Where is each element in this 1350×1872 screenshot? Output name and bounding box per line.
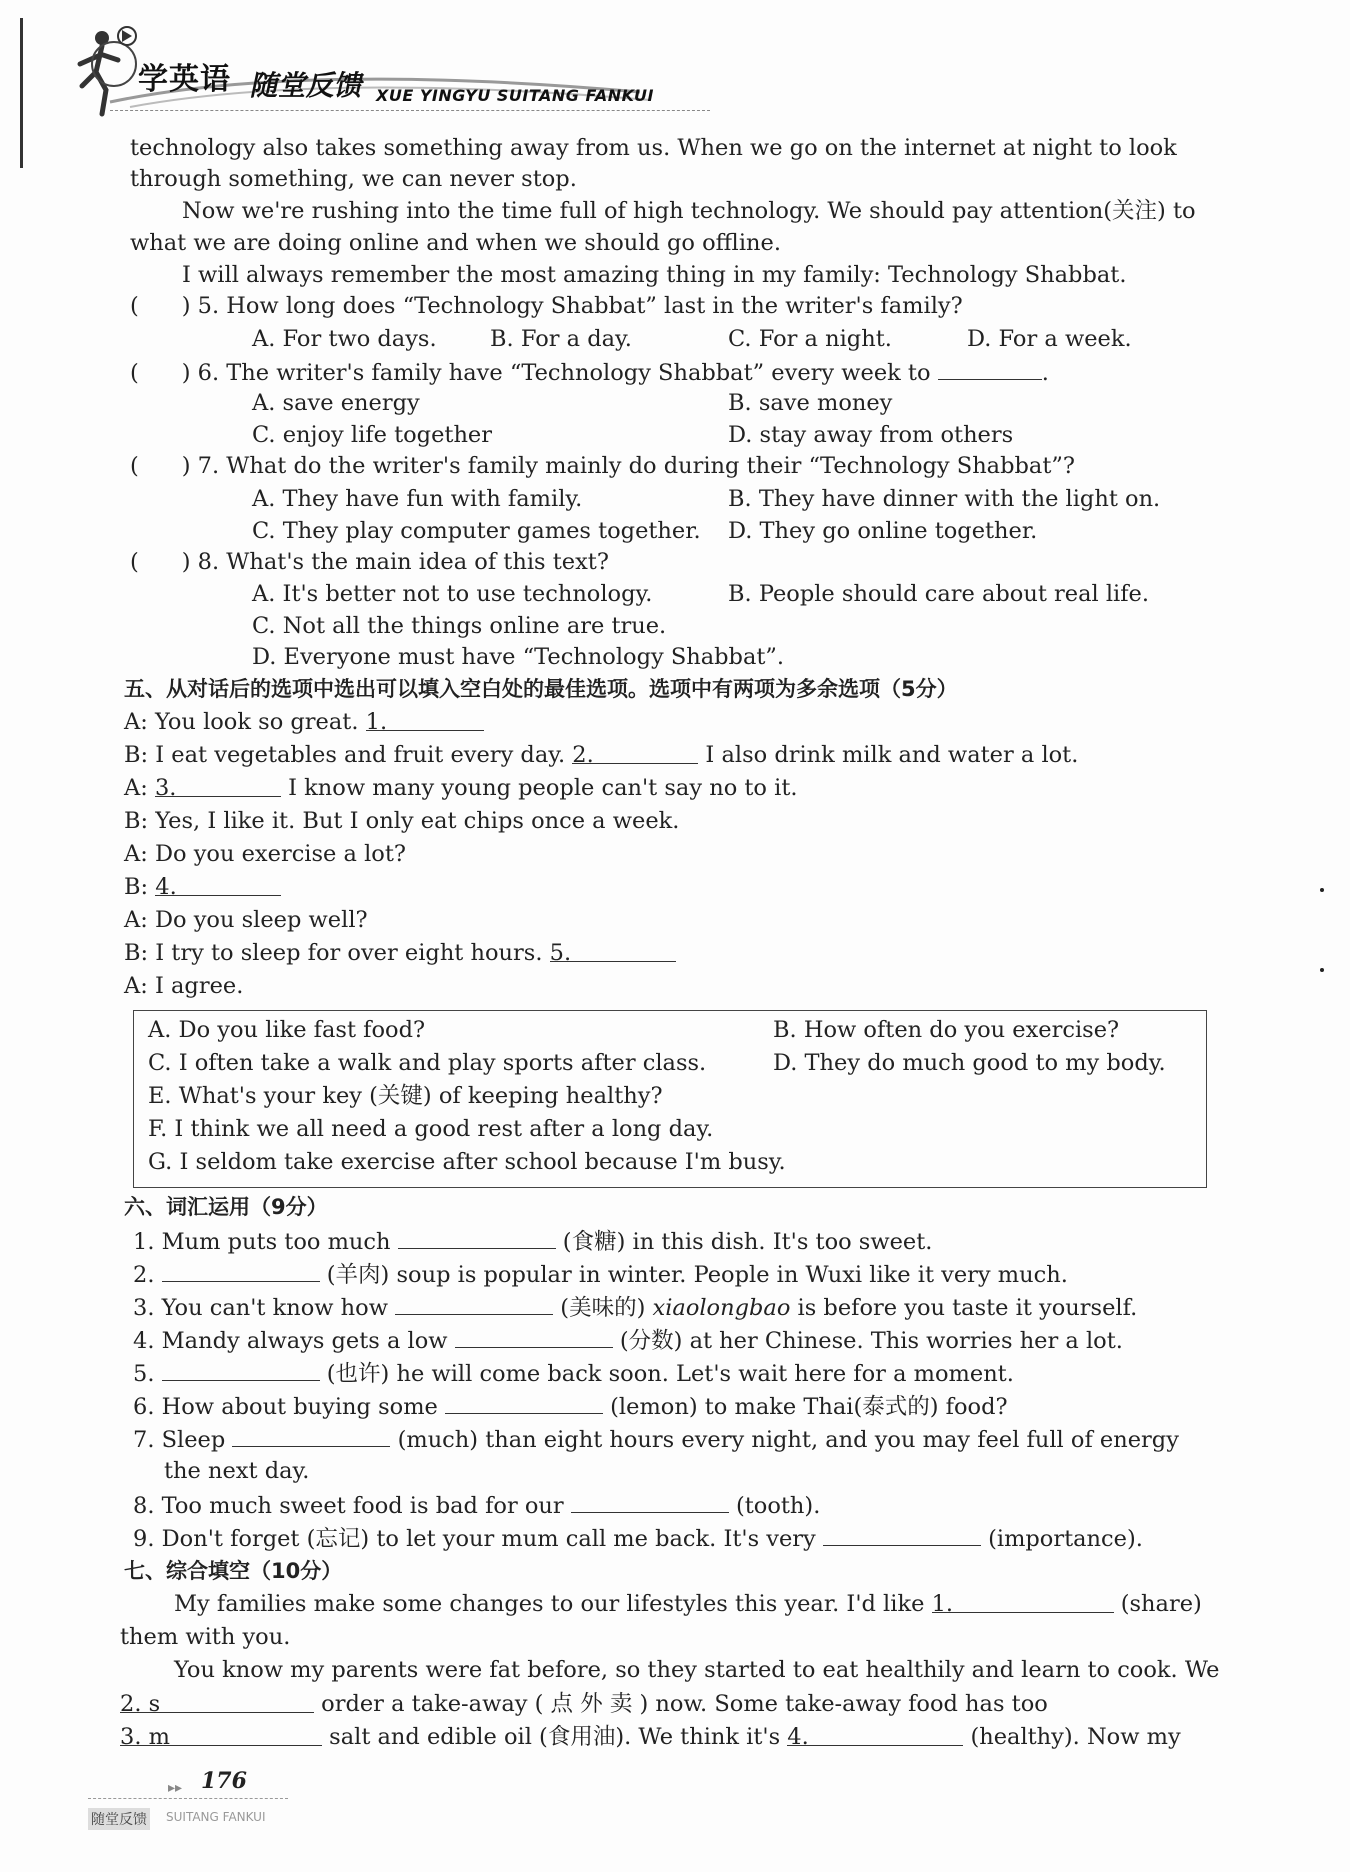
option-d: D. For a week. [967,326,1132,352]
option-item: F. I think we all need a good rest after a long day. [148,1116,714,1142]
footer-divider [88,1798,288,1799]
dialogue-line: A: I agree. [124,973,244,999]
vocab-item: 7. Sleep (much) than eight hours every night, and you may feel full of energy [133,1424,1179,1454]
option-d: D. Everyone must have “Technology Shabbat”. [252,644,785,670]
cloze-line: My families make some changes to our lifestyles this year. I'd like 1. (share) [174,1591,1202,1617]
vocab-item: 4. Mandy always gets a low (分数) at her Chinese. This worries her a lot. [133,1325,1123,1355]
section-5-title: 五、从对话后的选项中选出可以填入空白处的最佳选项。选项中有两项为多余选项（5分） [124,677,958,701]
vocab-blank[interactable] [232,1424,390,1447]
dialogue-line: B: 4. [124,873,281,901]
header-pinyin: XUE YINGYU SUITANG FANKUI [376,86,654,105]
cloze-blank[interactable]: 1. [932,1590,1114,1613]
answer-paren[interactable]: ( ) [130,549,191,575]
vocab-item: 9. Don't forget (忘记) to let your mum call me back. It's very (importance). [133,1523,1143,1553]
question-number: 6. [197,360,220,386]
option-a: A. It's better not to use technology. [252,581,653,607]
vocab-blank[interactable] [445,1391,603,1414]
dialogue-line: B: I try to sleep for over eight hours. 5. [124,939,676,967]
vocab-blank[interactable] [162,1259,320,1282]
page-spine-line [20,18,23,168]
header-subtitle: 随堂反馈 [248,69,368,102]
question-5 [130,292,963,320]
question-number: 8. [197,549,220,575]
option-item: E. What's your key (关键) of keeping healthy? [148,1083,663,1109]
dialogue-blank[interactable]: 1. [366,708,484,731]
question-text: What's the main idea of this text? [226,549,609,575]
answer-paren[interactable]: ( ) [130,360,191,386]
dialogue-blank[interactable]: 3. [155,774,281,797]
page-header [70,24,690,120]
option-b: B. save money [728,390,893,416]
dialogue-blank[interactable]: 5. [550,939,676,962]
vocab-blank[interactable] [395,1292,553,1315]
question-text: What do the writer's family mainly do during their “Technology Shabbat”? [226,453,1075,479]
vocab-item: 1. Mum puts too much (食糖) in this dish. It's too sweet. [133,1226,932,1256]
cloze-blank[interactable]: 4. [787,1723,963,1746]
option-item: C. I often take a walk and play sports after class. [148,1050,707,1076]
option-item: D. They do much good to my body. [773,1050,1166,1076]
dialogue-line: A: 3. I know many young people can't say no to it. [124,775,798,801]
option-c: C. They play computer games together. [252,518,701,544]
dialogue-line: B: Yes, I like it. But I only eat chips once a week. [124,808,680,834]
question-end: . [1041,360,1049,386]
option-b: B. They have dinner with the light on. [728,486,1161,512]
dialogue-line: A: You look so great. 1. [124,708,484,736]
question-number: 5. [197,293,220,319]
vocab-blank[interactable] [571,1490,729,1513]
option-a: A. For two days. [252,326,437,352]
page-number: 176 [201,1768,247,1794]
passage-line: through something, we can never stop. [130,166,577,192]
cloze-line: 2. s order a take-away ( 点 外 卖 ) now. Some take-away food has too [120,1691,1048,1717]
option-d: D. stay away from others [728,422,1014,448]
vocab-item: 2. (羊肉) soup is popular in winter. People in Wuxi like it very much. [133,1259,1068,1289]
answer-paren[interactable]: ( ) [130,453,191,479]
option-d: D. They go online together. [728,518,1038,544]
footer-pinyin: SUITANG FANKUI [166,1810,266,1824]
dialogue-line: B: I eat vegetables and fruit every day. 2. I also drink milk and water a lot. [124,742,1079,768]
option-item: A. Do you like fast food? [148,1017,426,1043]
option-a: A. save energy [252,390,420,416]
passage-line: I will always remember the most amazing thing in my family: Technology Shabbat. [182,262,1127,288]
answer-blank[interactable] [938,357,1042,380]
question-8 [130,548,609,576]
cloze-line: them with you. [120,1624,291,1650]
footer-arrow-icon: ▸▸ [168,1780,183,1796]
option-item: B. How often do you exercise? [773,1017,1120,1043]
runner-logo-icon [62,24,142,120]
vocab-item-continued: the next day. [164,1458,310,1484]
dialogue-line: A: Do you exercise a lot? [124,841,406,867]
dialogue-line: A: Do you sleep well? [124,907,368,933]
margin-mark [1320,888,1324,892]
question-number: 7. [197,453,220,479]
option-b: B. For a day. [490,326,632,352]
margin-mark [1320,968,1324,972]
option-a: A. They have fun with family. [252,486,583,512]
section-7-title: 七、综合填空（10分） [124,1559,343,1583]
header-divider [110,110,710,111]
passage-line: Now we're rushing into the time full of high technology. We should pay attention(关注) to [182,198,1196,224]
cloze-blank[interactable]: 3. m [120,1723,322,1746]
question-text: How long does “Technology Shabbat” last in the writer's family? [226,293,963,319]
dialogue-blank[interactable]: 4. [155,873,281,896]
option-c: C. enjoy life together [252,422,493,448]
answer-paren[interactable]: ( ) [130,293,191,319]
passage-line: technology also takes something away from us. When we go on the internet at night to look [130,135,1177,161]
question-7 [130,452,1075,480]
vocab-blank[interactable] [455,1325,613,1348]
cloze-line: You know my parents were fat before, so they started to eat healthily and learn to cook. We [174,1657,1220,1683]
cloze-line: 3. m salt and edible oil (食用油). We think it's 4. (healthy). Now my [120,1724,1181,1750]
dialogue-blank[interactable]: 2. [572,741,698,764]
vocab-blank[interactable] [162,1358,320,1381]
header-title: 学英语 [138,62,231,97]
vocab-blank[interactable] [398,1226,556,1249]
cloze-blank[interactable]: 2. s [120,1690,314,1713]
footer-brand: 随堂反馈 [88,1808,150,1830]
option-c: C. Not all the things online are true. [252,613,667,639]
vocab-item: 3. You can't know how (美味的) xiaolongbao is before you taste it yourself. [133,1292,1137,1322]
question-text: The writer's family have “Technology Shabbat” every week to [226,360,931,386]
vocab-item: 6. How about buying some (lemon) to make Thai(泰式的) food? [133,1391,1008,1421]
section-6-title: 六、词汇运用（9分） [124,1195,328,1219]
passage-line: what we are doing online and when we should go offline. [130,230,782,256]
vocab-item: 5. (也许) he will come back soon. Let's wait here for a moment. [133,1358,1014,1388]
vocab-blank[interactable] [823,1523,981,1546]
option-b: B. People should care about real life. [728,581,1150,607]
vocab-item: 8. Too much sweet food is bad for our (tooth). [133,1490,820,1520]
option-c: C. For a night. [728,326,892,352]
question-6 [130,357,1049,387]
option-item: G. I seldom take exercise after school because I'm busy. [148,1149,786,1175]
